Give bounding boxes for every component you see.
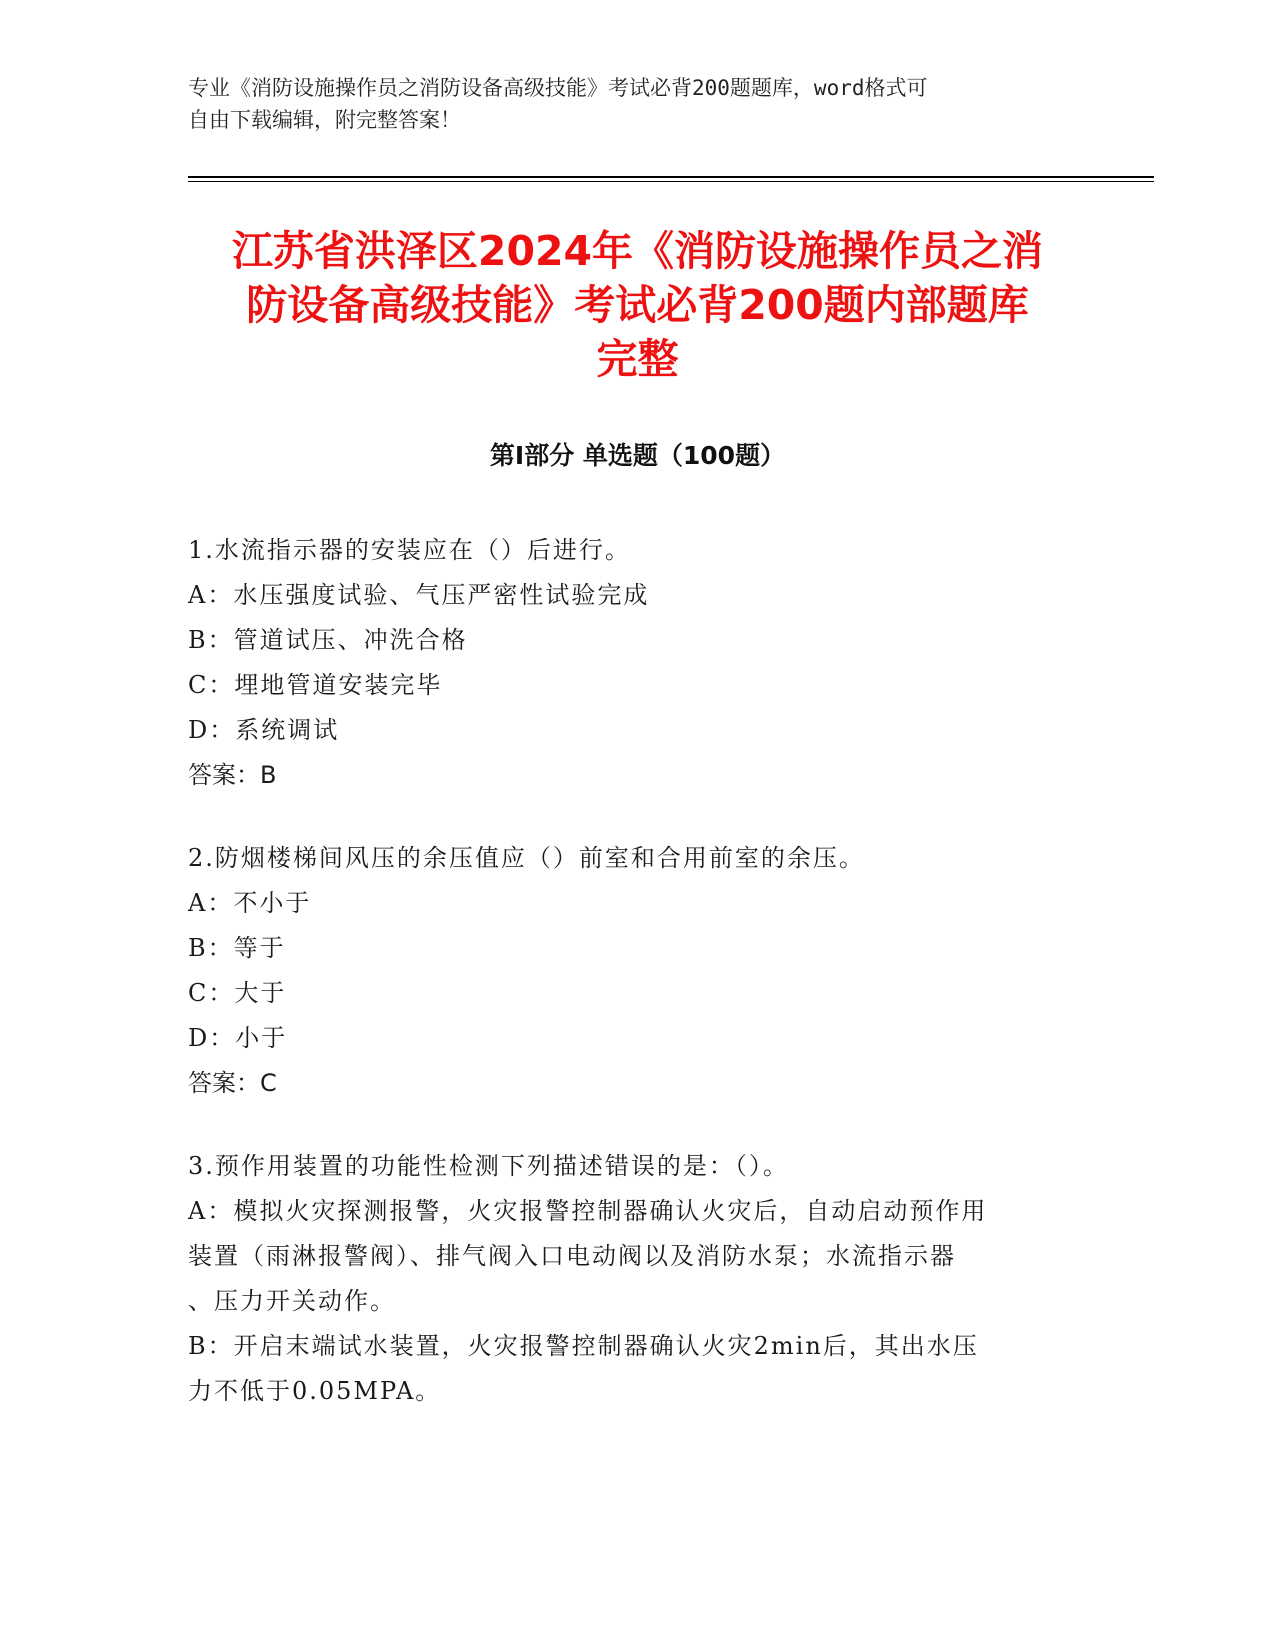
question-option: D：系统调试 [188, 716, 340, 744]
question-option-line: 、压力开关动作。 [188, 1287, 396, 1315]
question-answer: 答案：B [188, 761, 277, 789]
question-option-line: B：开启末端试水装置，火灾报警控制器确认火灾2min后，其出水压 [188, 1332, 979, 1360]
question-list [188, 528, 1088, 1452]
header-note-line: 自由下载编辑，附完整答案！ [188, 108, 461, 132]
question-item [188, 528, 1088, 798]
question-option: B：等于 [188, 934, 286, 962]
header-divider-thin [188, 181, 1154, 182]
header-note-line: 专业《消防设施操作员之消防设备高级技能》考试必背200题题库，word格式可 [188, 76, 928, 100]
document-title [150, 224, 1125, 386]
question-stem: 2.防烟楼梯间风压的余压值应（）前室和合用前室的余压。 [188, 844, 865, 872]
question-option: C：大于 [188, 979, 287, 1007]
header-divider [188, 176, 1154, 178]
question-option: A：水压强度试验、气压严密性试验完成 [188, 581, 650, 609]
question-option: C：埋地管道安装完毕 [188, 671, 443, 699]
question-option-line: 装置（雨淋报警阀）、排气阀入口电动阀以及消防水泵；水流指示器 [188, 1242, 956, 1270]
section-heading: 第Ⅰ部分 单选题（100题） [489, 441, 786, 470]
question-stem: 1.水流指示器的安装应在（）后进行。 [188, 536, 631, 564]
question-option-line: A：模拟火灾探测报警，火灾报警控制器确认火灾后，自动启动预作用 [188, 1197, 988, 1225]
question-option-line: 力不低于0.05MPA。 [188, 1377, 442, 1405]
question-stem: 3.预作用装置的功能性检测下列描述错误的是：（）。 [188, 1152, 789, 1180]
question-option: B：管道试压、冲洗合格 [188, 626, 468, 654]
question-option: D：小于 [188, 1024, 288, 1052]
question-answer: 答案：C [188, 1069, 277, 1097]
question-item [188, 1144, 1088, 1414]
header-note [188, 72, 1088, 136]
question-item [188, 836, 1088, 1106]
title-line: 完整 [596, 335, 679, 383]
title-line: 防设备高级技能》考试必背200题内部题库 [246, 281, 1029, 329]
title-line: 江苏省洪泽区2024年《消防设施操作员之消 [231, 227, 1044, 275]
question-option: A：不小于 [188, 889, 312, 917]
